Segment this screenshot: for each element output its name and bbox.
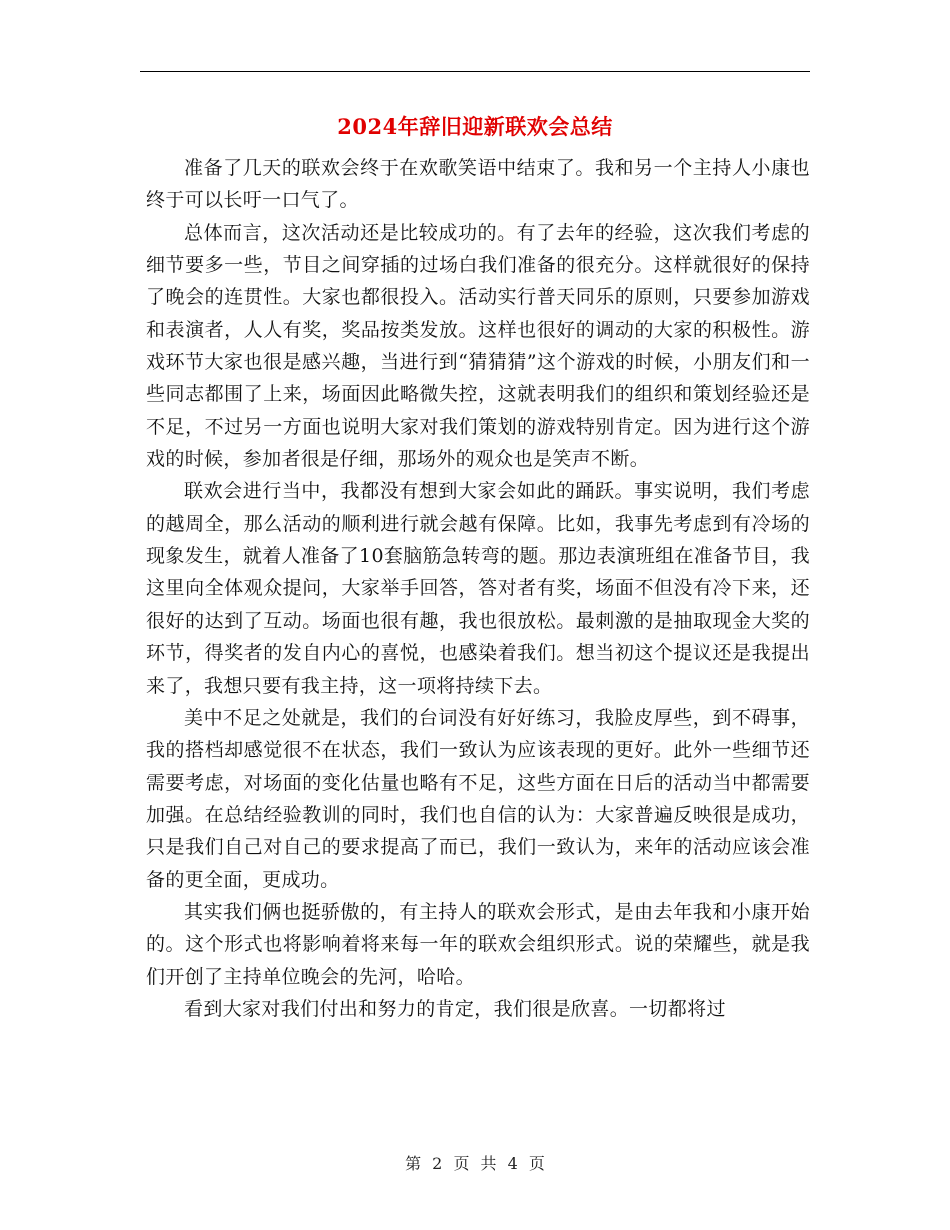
document-body bbox=[146, 152, 810, 1025]
paragraph-4: 美中不足之处就是，我们的台词没有好好练习，我脸皮厚些，到不碍事，我的搭档却感觉很不在状态，我们一致认为应该表现的更好。此外一些细节还需要考虑，对场面的变化估量也略有不足，这些方面在日后的活动当中都需要加强。在总结经验教训的同时，我们也自信的认为：大家普遍反映很是成功，只是我们自己对自己的要求提高了而已，我们一致认为，来年的活动应该会准备的更全面，更成功。 bbox=[146, 706, 810, 891]
paragraph-1: 准备了几天的联欢会终于在欢歌笑语中结束了。我和另一个主持人小康也终于可以长吁一口气了。 bbox=[146, 157, 810, 212]
paragraph-2: 总体而言，这次活动还是比较成功的。有了去年的经验，这次我们考虑的细节要多一些，节目之间穿插的过场白我们准备的很充分。这样就很好的保持了晚会的连贯性。大家也都很投入。活动实行普天同乐的原则，只要参加游戏和表演者，人人有奖，奖品按类发放。这样也很好的调动的大家的积极性。游戏环节大家也很是感兴趣，当进行到“猜猜猜”这个游戏的时候，小朋友们和一些同志都围了上来，场面因此略微失控，这就表明我们的组织和策划经验还是不足，不过另一方面也说明大家对我们策划的游戏特别肯定。因为进行这个游戏的时候，参加者很是仔细，那场外的观众也是笑声不断。 bbox=[146, 221, 810, 471]
header-rule bbox=[140, 71, 810, 72]
page-footer: 第 2 页 共 4 页 bbox=[405, 1154, 545, 1173]
document-title: 2024年辞旧迎新联欢会总结 bbox=[337, 114, 613, 139]
paragraph-5: 其实我们俩也挺骄傲的，有主持人的联欢会形式，是由去年我和小康开始的。这个形式也将影响着将来每一年的联欢会组织形式。说的荣耀些，就是我们开创了主持单位晚会的先河，哈哈。 bbox=[146, 900, 810, 988]
paragraph-3: 联欢会进行当中，我都没有想到大家会如此的踊跃。事实说明，我们考虑的越周全，那么活动的顺利进行就会越有保障。比如，我事先考虑到有冷场的现象发生，就着人准备了10套脑筋急转弯的题。那边表演班组在准备节目，我这里向全体观众提问，大家举手回答，答对者有奖，场面不但没有冷下来，还很好的达到了互动。场面也很有趣，我也很放松。最刺激的是抽取现金大奖的环节，得奖者的发自内心的喜悦，也感染着我们。想当初这个提议还是我提出来了，我想只要有我主持，这一项将持续下去。 bbox=[146, 480, 810, 697]
paragraph-6: 看到大家对我们付出和努力的肯定，我们很是欣喜。一切都将过 bbox=[184, 997, 726, 1020]
